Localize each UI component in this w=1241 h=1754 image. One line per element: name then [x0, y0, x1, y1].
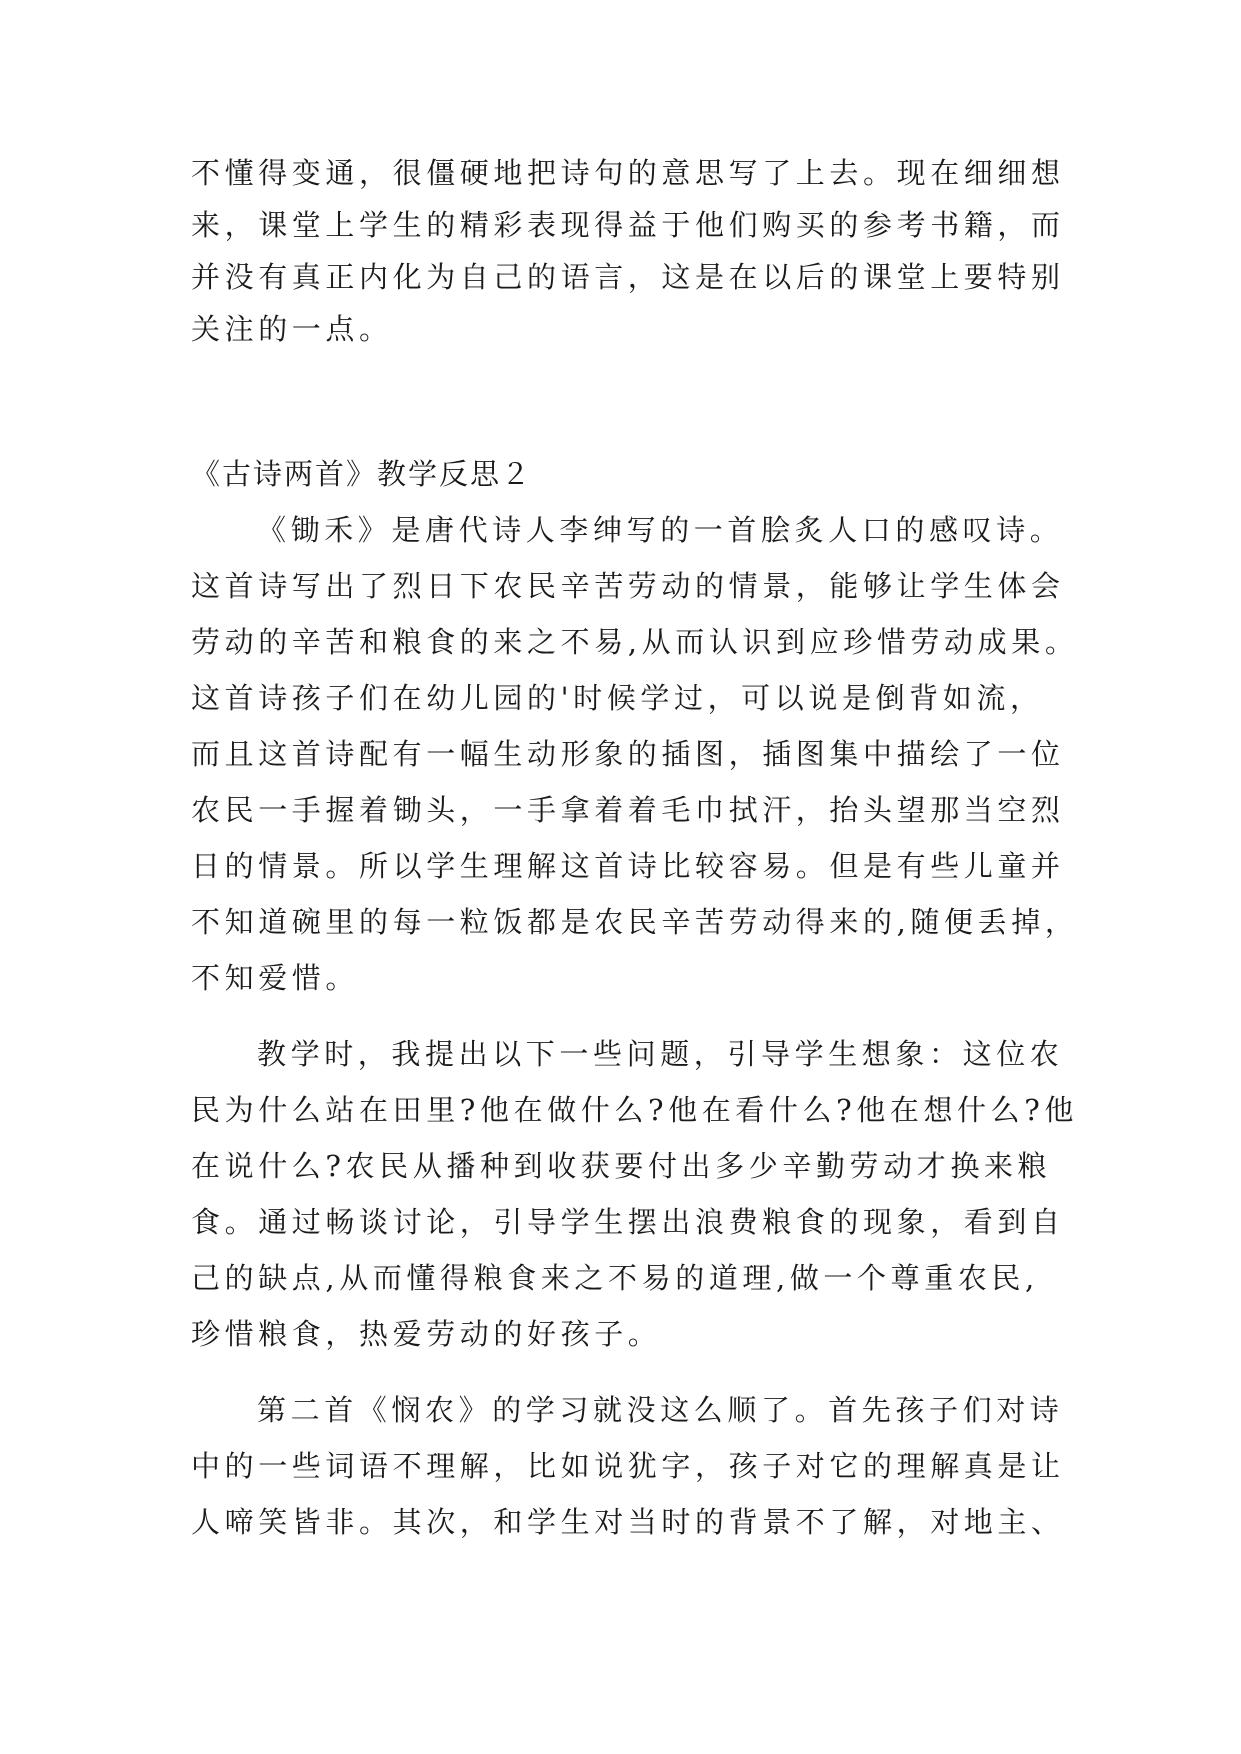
text-line: 关注的一点。 [191, 312, 393, 346]
text-line: 劳动的辛苦和粮食的来之不易,从而认识到应珍惜劳动成果。 [191, 625, 1079, 659]
text-line: 己的缺点,从而懂得粮食来之不易的道理,做一个尊重农民, [191, 1261, 1039, 1295]
text-line: 人啼笑皆非。其次，和学生对当时的背景不了解，对地主、 [191, 1505, 1065, 1539]
text-line: 中的一些词语不理解，比如说犹字，孩子对它的理解真是让 [191, 1449, 1065, 1483]
section-heading: 《古诗两首》教学反思２ [191, 457, 533, 491]
text-line: 珍惜粮食，热爱劳动的好孩子。 [191, 1317, 662, 1351]
text-line: 并没有真正内化为自己的语言，这是在以后的课堂上要特别 [191, 260, 1065, 294]
text-line: 《锄禾》是唐代诗人李绅写的一首脍炙人口的感叹诗。 [257, 513, 1064, 547]
text-line: 不知道碗里的每一粒饭都是农民辛苦劳动得来的,随便丢掉， [191, 905, 1079, 939]
text-line: 来，课堂上学生的精彩表现得益于他们购买的参考书籍，而 [191, 208, 1065, 242]
text-line: 教学时，我提出以下一些问题，引导学生想象：这位农 [257, 1037, 1064, 1071]
text-line: 不知爱惜。 [191, 961, 360, 995]
text-line: 民为什么站在田里?他在做什么?他在看什么?他在想什么?他 [191, 1093, 1078, 1127]
text-line: 在说什么?农民从播种到收获要付出多少辛勤劳动才换来粮 [191, 1149, 1052, 1183]
text-line: 不懂得变通，很僵硬地把诗句的意思写了上去。现在细细想 [191, 156, 1065, 190]
text-line: 这首诗孩子们在幼儿园的'时候学过，可以说是倒背如流， [191, 681, 1044, 715]
text-line: 这首诗写出了烈日下农民辛苦劳动的情景，能够让学生体会 [191, 569, 1065, 603]
text-line: 日的情景。所以学生理解这首诗比较容易。但是有些儿童并 [191, 849, 1065, 883]
text-line: 而且这首诗配有一幅生动形象的插图，插图集中描绘了一位 [191, 737, 1065, 771]
text-line: 食。通过畅谈讨论，引导学生摆出浪费粮食的现象，看到自 [191, 1205, 1065, 1239]
text-line: 第二首《悯农》的学习就没这么顺了。首先孩子们对诗 [257, 1393, 1064, 1427]
text-line: 农民一手握着锄头，一手拿着着毛巾拭汗，抬头望那当空烈 [191, 793, 1065, 827]
